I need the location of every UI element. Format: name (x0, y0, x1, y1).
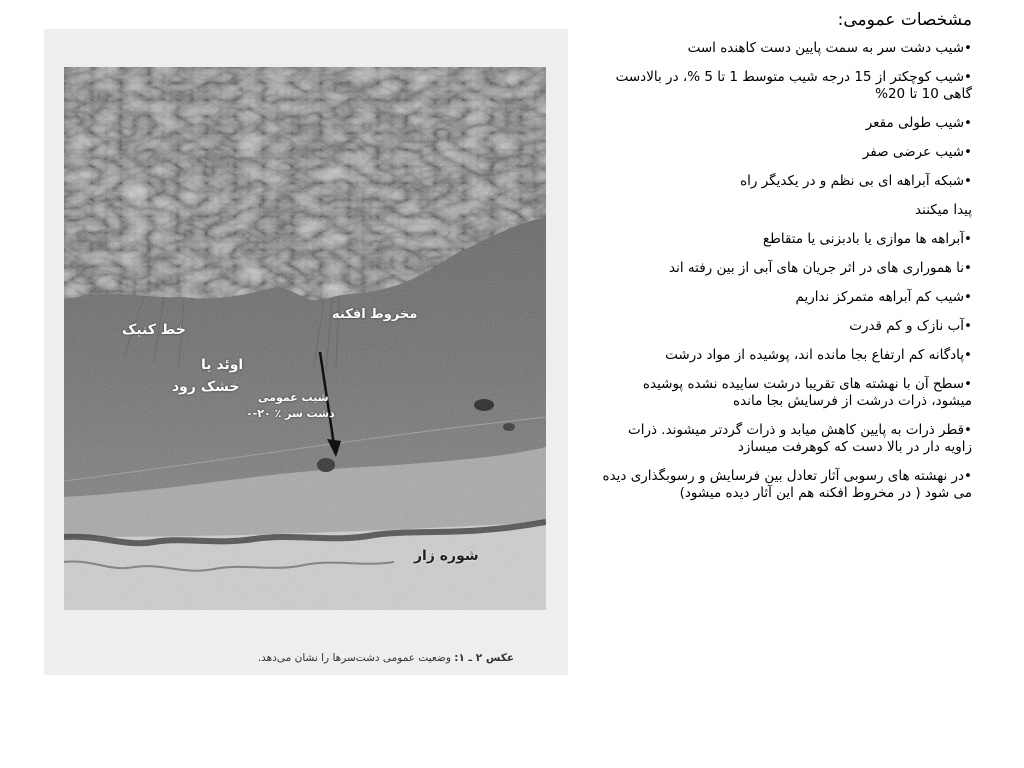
caption-text: وضعیت عمومی دشت‌سرها را نشان می‌دهد. (257, 652, 451, 664)
bullet-item: •سطح آن با نهشته های تقریبا درشت ساییده نشده پوشیده میشود، ذرات درشت از فرسایش بجا مانده (642, 376, 972, 409)
bullet-item: •شیب طولی مقعر (865, 115, 972, 131)
label-makhrut: مخروط افکنه (332, 307, 418, 322)
bullet-item: •شیب دشت سر به سمت پایین دست کاهنده است (687, 40, 972, 56)
figure-caption (174, 652, 514, 664)
bullet-item: •شبکه آبراهه ای بی نظم و در یکدیگر راه (740, 173, 972, 189)
bullet-item: •شیب عرضی صفر (862, 144, 972, 160)
label-dasht-sar: دشت سر ٪ ۲۰-۰ (246, 407, 335, 420)
label-shib-omumi: شیب عمومی (258, 391, 329, 404)
caption-number: عکس ۲ ـ ۱: (454, 652, 514, 664)
bullet-item: •قطر ذرات به پایین کاهش میابد و ذرات گردتر میشوند. ذرات زاویه دار در بالا دست که کوهرفت میسازد (628, 422, 972, 455)
text-column (600, 4, 972, 514)
label-oued: اوئد یا (201, 357, 244, 373)
aerial-photo (64, 67, 546, 610)
label-khoshk-rud: خشک رود (172, 379, 240, 395)
bullet-item: •آب نازک و کم قدرت (849, 318, 972, 334)
label-shure-zar: شوره زار (414, 548, 479, 564)
scanned-page (44, 29, 568, 675)
bullet-item: •در نهشته های رسوبی آثار تعادل بین فرسایش و رسوبگذاری دیده می شود ( در مخروط افکنه هم این آثار دیده میشود) (602, 468, 972, 501)
bullet-item: •شیب کوچکتر از 15 درجه شیب متوسط 1 تا 5 %، در بالادست گاهی 10 تا 20% (615, 69, 972, 102)
slide-title: مشخصات عمومی: (837, 10, 972, 30)
bullet-item: •آبراهه ها موازی یا بادبزنی یا متقاطع (762, 231, 972, 247)
bullet-item: •پادگانه کم ارتفاع بجا مانده اند، پوشیده از مواد درشت (665, 347, 972, 363)
bullet-item: •نا هموراری های در اثر جریان های آبی از بین رفته اند (669, 260, 972, 276)
bullet-item: •شیب کم آبراهه متمرکز نداریم (795, 289, 972, 305)
bullet-item: پیدا میکنند (915, 202, 972, 218)
label-khatt-kenik: خط کنیک (122, 322, 186, 338)
bullet-list (600, 40, 972, 502)
